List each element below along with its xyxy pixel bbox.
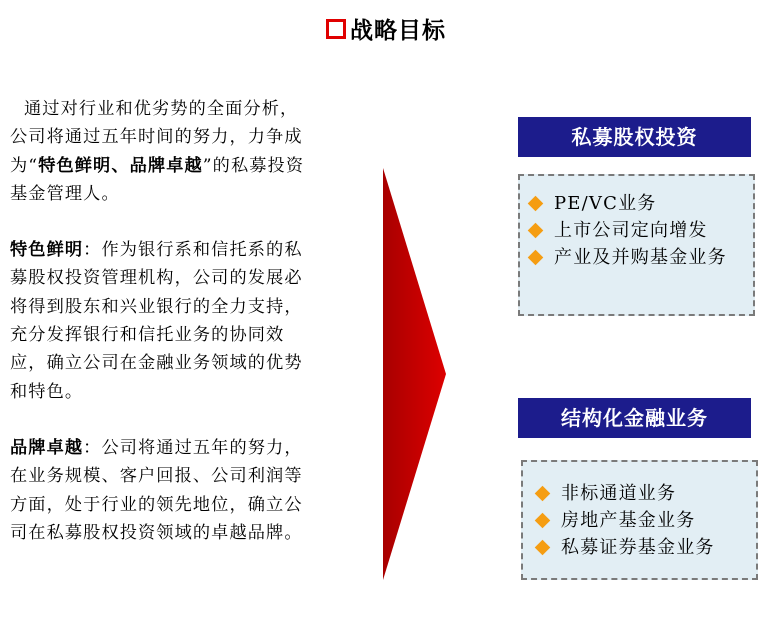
list-item-label: 私募证券基金业务 xyxy=(561,537,715,558)
list-item-label: 上市公司定向增发 xyxy=(554,220,708,241)
brand-paragraph xyxy=(10,434,312,547)
distinctive-text: ：作为银行系和信托系的私募股权投资管理机构，公司的发展必将得到股东和兴业银行的全力支持，充分发挥银行和信托业务的协同效应，确立公司在金融业务领域的优势和特色。 xyxy=(10,240,303,402)
list-item xyxy=(528,190,743,217)
diamond-bullet-icon xyxy=(528,250,544,266)
list-item xyxy=(528,244,743,271)
list-item xyxy=(535,534,746,561)
red-arrow-shape xyxy=(380,168,450,580)
list-item-label: 房地产基金业务 xyxy=(561,510,696,531)
intro-text-b: ”的私募投资基金管理人。 xyxy=(10,155,305,204)
intro-text-bold: 特色鲜明、品牌卓越 xyxy=(38,155,203,176)
brand-label: 品牌卓越 xyxy=(10,437,84,458)
diamond-bullet-icon xyxy=(535,540,551,556)
list-item xyxy=(535,507,746,534)
list-item-label: 产业及并购基金业务 xyxy=(554,247,727,268)
intro-paragraph xyxy=(10,95,312,208)
private-equity-list-box xyxy=(518,174,755,316)
list-item-label: 非标通道业务 xyxy=(561,483,677,504)
distinctive-paragraph xyxy=(10,236,312,406)
distinctive-label: 特色鲜明 xyxy=(10,240,84,261)
list-item xyxy=(535,480,746,507)
list-item xyxy=(528,217,743,244)
diamond-bullet-icon xyxy=(528,223,544,239)
page-title xyxy=(0,12,772,45)
diamond-bullet-icon xyxy=(535,486,551,502)
structured-finance-header: 结构化金融业务 xyxy=(518,398,751,438)
left-description xyxy=(10,95,312,575)
list-item-label: PE/VC业务 xyxy=(554,193,657,214)
intro-text-a: 通过对行业和优劣势的全面分析，公司将通过五年时间的努力，力争成为“ xyxy=(10,99,303,176)
diamond-bullet-icon xyxy=(528,196,544,212)
structured-finance-list-box xyxy=(521,460,758,580)
diamond-bullet-icon xyxy=(535,513,551,529)
brand-text: ：公司将通过五年的努力，在业务规模、客户回报、公司利润等方面，处于行业的领先地位，确立公司在私募股权投资领域的卓越品牌。 xyxy=(10,437,303,543)
red-square-icon xyxy=(326,19,346,39)
private-equity-header: 私募股权投资 xyxy=(518,117,751,157)
page-title-text: 战略目标 xyxy=(350,17,446,44)
